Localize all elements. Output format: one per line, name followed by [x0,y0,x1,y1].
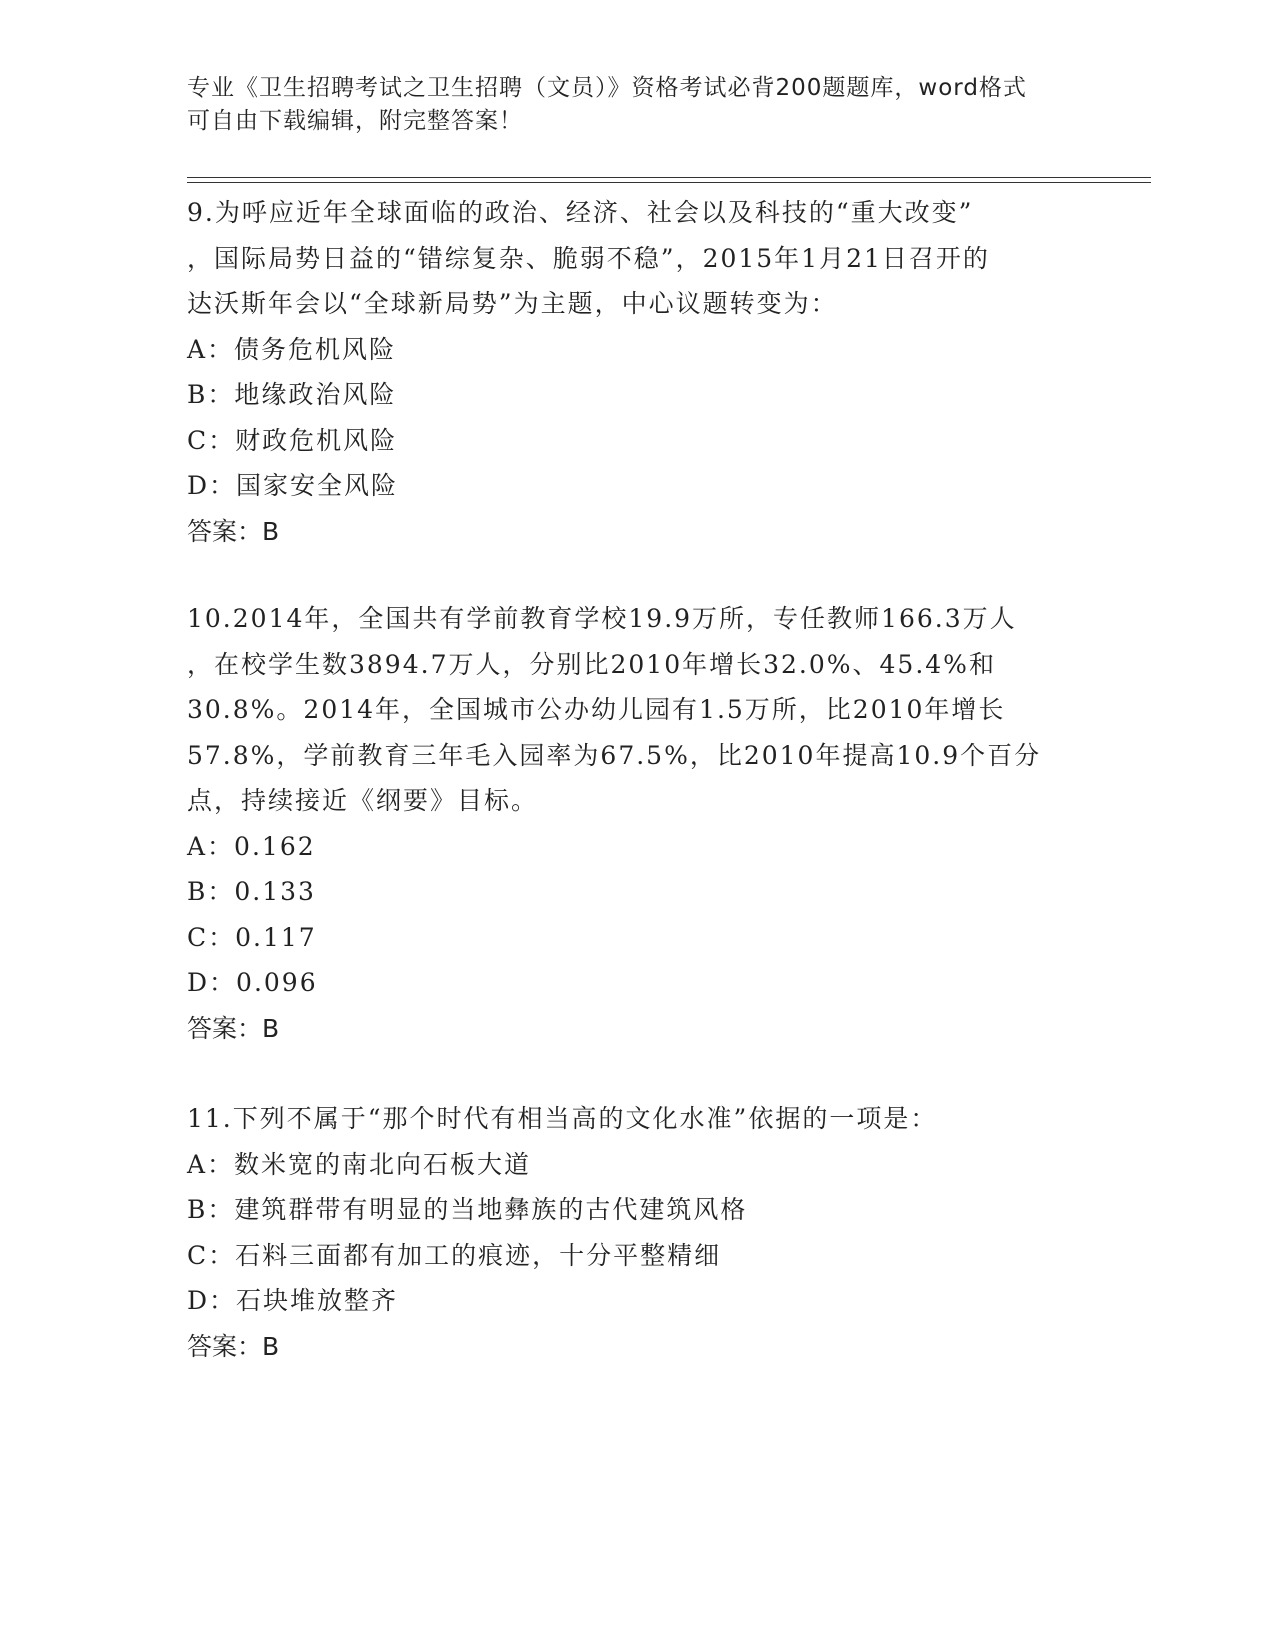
header-divider [187,177,1151,178]
option-c: C：财政危机风险 [187,425,398,455]
question-10 [187,596,1087,1051]
question-stem-line: 达沃斯年会以“全球新局势”为主题，中心议题转变为： [187,289,838,318]
question-stem-line: ，在校学生数3894.7万人，分别比2010年增长32.0%、45.4%和 [187,649,996,679]
answer-line: 答案：B [187,1331,280,1361]
question-9 [187,190,1087,554]
question-11 [187,1096,1087,1369]
option-d: D：石块堆放整齐 [187,1286,399,1315]
option-c: C：石料三面都有加工的痕迹，十分平整精细 [187,1240,722,1270]
question-stem-line: 30.8%。2014年，全国城市公办幼儿园有1.5万所，比2010年增长 [187,695,1006,724]
question-stem-line: 11.下列不属于“那个时代有相当高的文化水准”依据的一项是： [187,1104,938,1133]
option-d: D：国家安全风险 [187,471,399,500]
option-a: A：债务危机风险 [187,334,397,364]
header-line: 可自由下载编辑，附完整答案！ [187,108,523,134]
option-b: B：地缘政治风险 [187,380,397,409]
header-line: 专业《卫生招聘考试之卫生招聘（文员）》资格考试必背200题题库，word格式 [187,75,1027,101]
question-stem-line: ，国际局势日益的“错综复杂、脆弱不稳”，2015年1月21日召开的 [187,243,990,273]
question-stem-line: 9.为呼应近年全球面临的政治、经济、社会以及科技的“重大改变” [187,198,974,227]
question-stem-line: 10.2014年，全国共有学前教育学校19.9万所，专任教师166.3万人 [187,604,1017,633]
document-header [187,72,1087,138]
option-b: B：建筑群带有明显的当地彝族的古代建筑风格 [187,1195,748,1224]
option-a: A：数米宽的南北向石板大道 [187,1149,532,1179]
answer-line: 答案：B [187,1013,280,1043]
option-c: C：0.117 [187,922,317,952]
question-stem-line: 点，持续接近《纲要》目标。 [187,786,539,815]
answer-line: 答案：B [187,516,280,546]
option-a: A：0.162 [187,831,316,861]
option-b: B：0.133 [187,877,316,906]
question-stem-line: 57.8%，学前教育三年毛入园率为67.5%，比2010年提高10.9个百分 [187,740,1042,770]
option-d: D：0.096 [187,968,318,997]
header-divider [187,182,1151,183]
